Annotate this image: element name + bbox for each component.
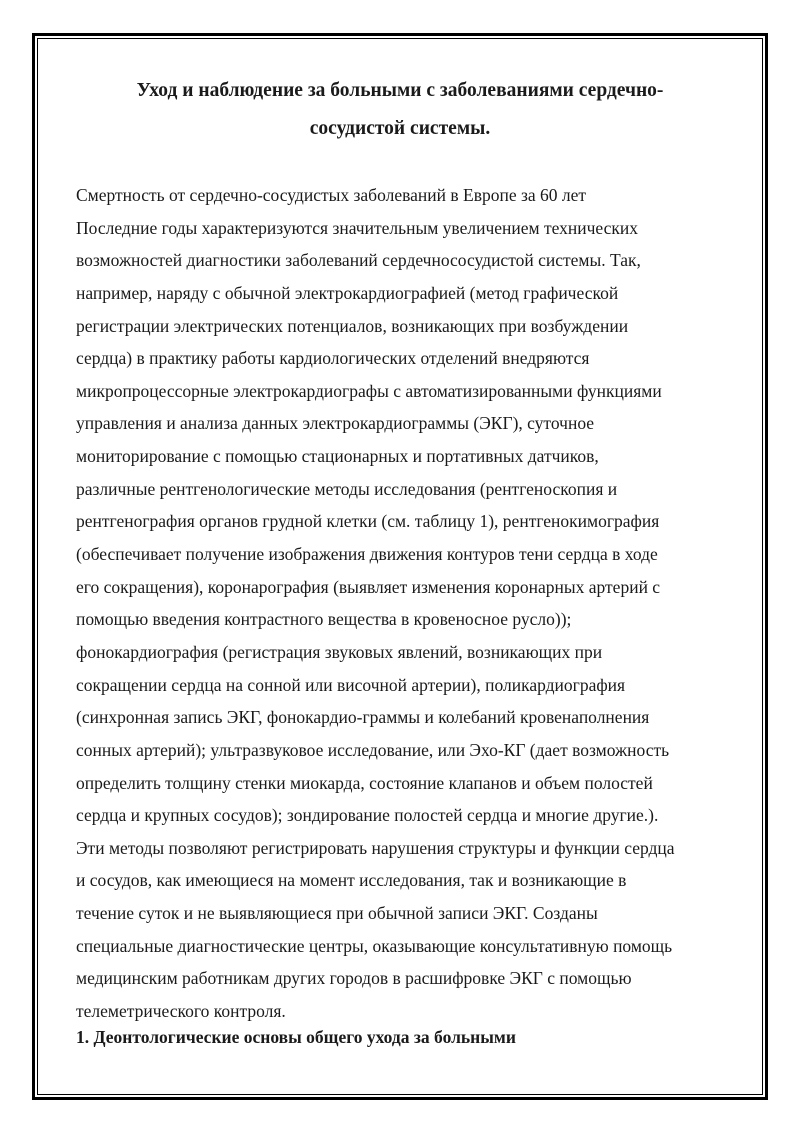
body-line: и сосудов, как имеющиеся на момент исследования, так и возникающие в	[76, 870, 627, 891]
title-line-1: Уход и наблюдение за больными с заболеваниями сердечно-	[136, 80, 664, 101]
body-line: его сокращения), коронарография (выявляет изменения коронарных артерий с	[76, 576, 661, 597]
body-line: Эти методы позволяют регистрировать нарушения структуры и функции сердца	[76, 837, 675, 858]
body-line: рентгенография органов грудной клетки (см. таблицу 1), рентгенокимография	[76, 511, 660, 532]
body-line: регистрации электрических потенциалов, возникающих при возбуждении	[76, 315, 629, 336]
body-line: (синхронная запись ЭКГ, фонокардио-граммы и колебаний кровенаполнения	[76, 707, 650, 728]
body-line: сердца и крупных сосудов); зондирование полостей сердца и многие другие.).	[76, 805, 659, 826]
body-line: Последние годы характеризуются значительным увеличением технических	[76, 217, 639, 238]
body-line: течение суток и не выявляющиеся при обычной записи ЭКГ. Созданы	[76, 903, 598, 924]
body-line: возможностей диагностики заболеваний сердечнососудистой системы. Так,	[76, 250, 641, 271]
body-line: например, наряду с обычной электрокардиографией (метод графической	[76, 282, 619, 303]
body-line: сокращении сердца на сонной или височной артерии), поликардиография	[76, 674, 626, 695]
body-line: медицинским работникам других городов в расшифровке ЭКГ с помощью	[76, 968, 632, 989]
body-paragraph	[76, 179, 756, 1028]
body-line: телеметрического контроля.	[76, 1001, 286, 1022]
body-line: определить толщину стенки миокарда, состояние клапанов и объем полостей	[76, 772, 653, 793]
body-line: управления и анализа данных электрокардиограммы (ЭКГ), суточное	[76, 413, 595, 434]
section-heading: 1. Деонтологические основы общего ухода за больными	[76, 1027, 516, 1047]
body-line: (обеспечивает получение изображения движения контуров тени сердца в ходе	[76, 544, 658, 565]
body-line: фонокардиография (регистрация звуковых явлений, возникающих при	[76, 641, 603, 662]
body-line: помощью введения контрастного вещества в кровеносное русло));	[76, 609, 572, 630]
body-line: различные рентгенологические методы исследования (рентгеноскопия и	[76, 478, 618, 499]
title-line-2: сосудистой системы.	[309, 118, 491, 139]
document-title	[60, 72, 740, 148]
body-line: микропроцессорные электрокардиографы с автоматизированными функциями	[76, 380, 662, 401]
body-line: Смертность от сердечно-сосудистых заболеваний в Европе за 60 лет	[76, 185, 587, 205]
body-line: специальные диагностические центры, оказывающие консультативную помощь	[76, 935, 673, 956]
body-line: мониторирование с помощью стационарных и портативных датчиков,	[76, 446, 599, 467]
body-line: сердца) в практику работы кардиологических отделений внедряются	[76, 348, 590, 369]
body-line: сонных артерий); ультразвуковое исследование, или Эхо-КГ (дает возможность	[76, 739, 670, 760]
